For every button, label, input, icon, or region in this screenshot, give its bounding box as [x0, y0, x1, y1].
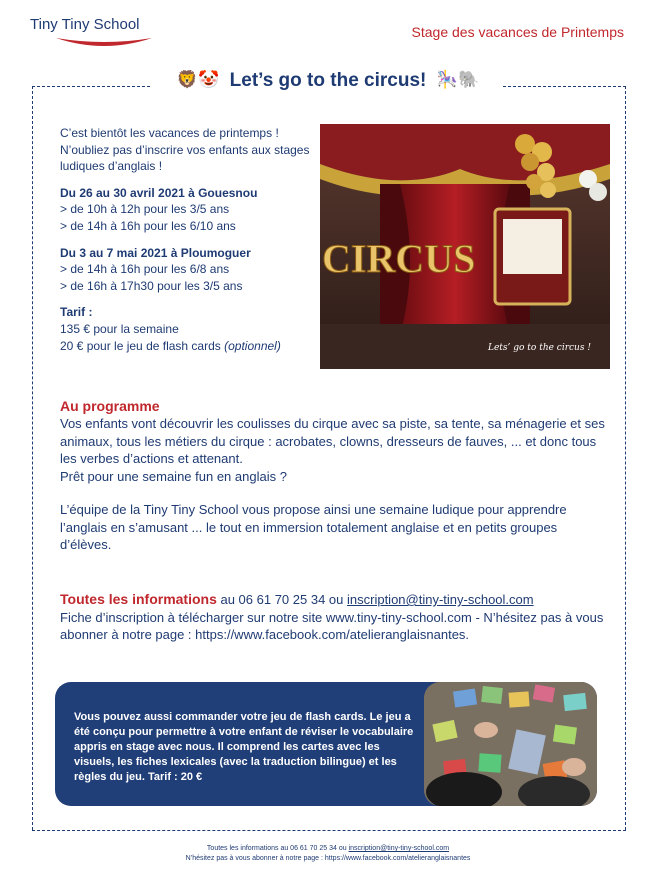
tarif-block: [60, 304, 315, 354]
infos-label: Toutes les informations: [60, 591, 217, 607]
tarif-line: 20 € pour le jeu de flash cards: [60, 338, 221, 353]
page-header-title: Stage des vacances de Printemps: [411, 24, 624, 40]
page-title: [160, 70, 496, 92]
programme-paragraph: [60, 415, 610, 485]
footer-facebook: N’hésitez pas à vous abonner à notre page : https://www.facebook.com/atelieranglaisnantes: [185, 855, 471, 862]
infos-block: [60, 591, 610, 644]
session-ploumoguer-line: > de 16h à 17h30 pour les 3/5 ans: [60, 278, 243, 293]
tarif-line: 135 € pour la semaine: [60, 321, 179, 336]
session-gouesnou-heading: Du 26 au 30 avril 2021 à Gouesnou: [60, 185, 258, 200]
frame-bottom: [32, 830, 626, 831]
intro-lead: C’est bientôt les vacances de printemps ! N’oubliez pas d’inscrire vos enfants aux stages ludiques d’anglais !: [60, 126, 310, 174]
footer-email-link[interactable]: inscription@tiny-tiny-school.com: [348, 845, 450, 852]
frame-right: [625, 86, 626, 830]
circus-photo: [320, 124, 610, 369]
infos-email-link[interactable]: inscription@tiny-tiny-school.com: [347, 592, 534, 607]
tarif-heading: Tarif :: [60, 305, 93, 320]
session-gouesnou: [60, 185, 315, 235]
carousel-elephant-icon: 🎠🐘: [436, 70, 480, 90]
frame-left: [32, 86, 33, 830]
circus-photo-caption: Lets’ go to the circus !: [488, 343, 591, 353]
footer-info: Toutes les informations au 06 61 70 25 34 ou: [206, 845, 349, 852]
lion-clown-icon: 🦁🤡: [176, 70, 220, 90]
session-ploumoguer-heading: Du 3 au 7 mai 2021 à Ploumoguer: [60, 245, 251, 260]
intro-block: [60, 125, 315, 364]
tarif-note: (optionnel): [224, 338, 281, 353]
programme-text: Vos enfants vont découvrir les coulisses du cirque avec sa piste, sa tente, sa ménagerie et ses animaux, tous les métiers du cirque : acrobates, clowns, dresseurs de fauves, ... et donc tous les verbes d’actions et attenant.: [60, 416, 605, 466]
infos-rest: Fiche d’inscription à télécharger sur notre site www.tiny-tiny-school.com - N’hésitez pas à vous abonner à notre page : https://www.facebook.com/atelieranglaisnantes.: [60, 609, 604, 642]
infos-phone: au 06 61 70 25 34 ou: [216, 592, 347, 607]
frame-top-left: [32, 86, 150, 87]
logo-text: Tiny Tiny School: [30, 16, 140, 33]
logo-swoosh-icon: [54, 36, 154, 50]
logo: [30, 16, 160, 52]
frame-top-right: [503, 86, 626, 87]
session-ploumoguer: [60, 245, 315, 295]
session-gouesnou-line: > de 14h à 16h pour les 6/10 ans: [60, 218, 236, 233]
circus-sign: CIRCUS: [322, 236, 476, 281]
programme-paragraph-2: L’équipe de la Tiny Tiny School vous propose ainsi une semaine ludique pour apprendre l’anglais en s’amusant ... le tout en immersion totalement anglaise et en petits groupes d’élèves.: [60, 502, 567, 552]
flashcards-banner-text: Vous pouvez aussi commander votre jeu de flash cards. Le jeu a été conçu pour permettre à votre enfant de réviser le vocabulaire appris en stage avec nous. Il comprend les cartes avec les visuels, les fiches lexicales (avec la traduction bilingue) et les règles du jeu. Tarif : 20 €: [74, 711, 414, 783]
programme-block: [60, 398, 610, 570]
page-footer: [0, 844, 656, 864]
flashcards-photo: [424, 682, 597, 806]
session-ploumoguer-line: > de 14h à 16h pour les 6/8 ans: [60, 262, 230, 277]
programme-question: Prêt pour une semaine fun en anglais ?: [60, 468, 287, 484]
programme-heading: Au programme: [60, 398, 160, 414]
title-text: Let’s go to the circus!: [229, 70, 427, 91]
session-gouesnou-line: > de 10h à 12h pour les 3/5 ans: [60, 202, 230, 217]
